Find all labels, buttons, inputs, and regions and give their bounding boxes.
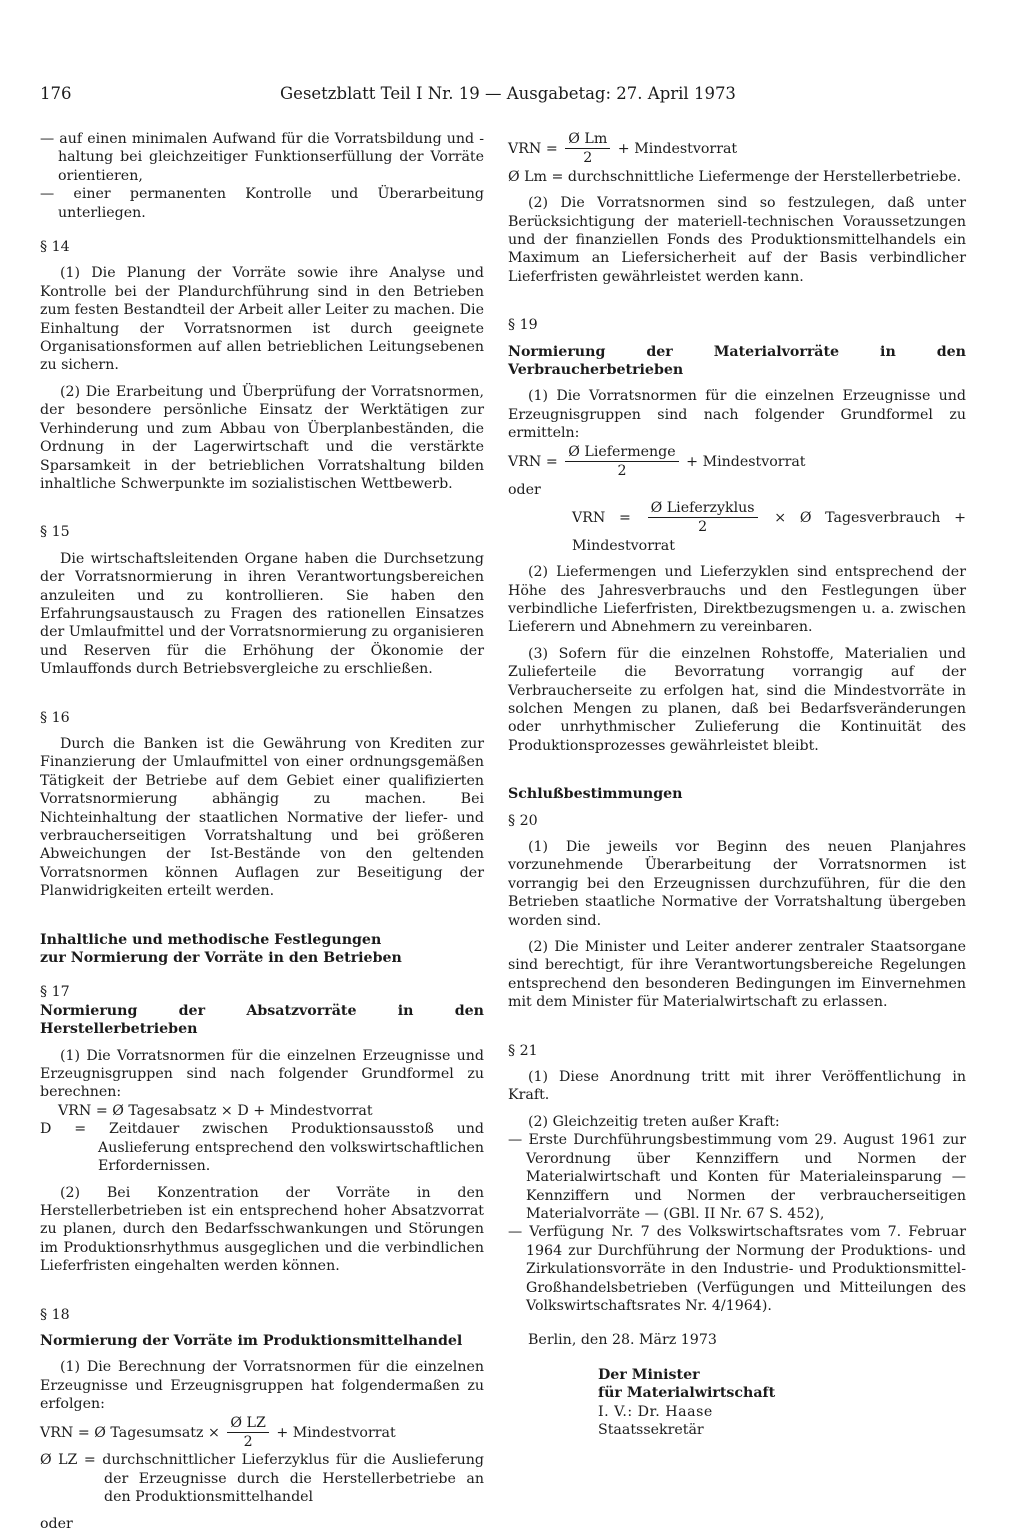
signature-name: I. V.: Dr. Haase <box>598 1403 713 1420</box>
formula <box>40 1414 484 1452</box>
paragraph: (1) Die Vorratsnormen für die einzelnen Erzeugnisse und Erzeugnisgruppen sind nach folgender Grundformel zu berechnen: <box>40 1047 484 1101</box>
section-title: § 16 <box>40 709 70 726</box>
section-title: § 15 <box>40 524 70 541</box>
fraction-numerator: Ø Lm <box>565 130 610 149</box>
connector-word: oder <box>40 1515 73 1532</box>
definition: Ø Lm = durchschnittliche Liefermenge der Herstellerbetriebe. <box>508 168 962 185</box>
paragraph: (1) Die Vorratsnormen für die einzelnen Erzeugnisse und Erzeugnisgruppen sind nach folgender Grundformel zu ermitteln: <box>508 388 966 442</box>
formula <box>508 130 966 168</box>
fraction <box>565 443 678 481</box>
section-title: § 20 <box>508 812 538 829</box>
formula-right: × Ø Tagesverbrauch + Mindestvorrat <box>572 509 966 554</box>
definition <box>40 1451 484 1506</box>
section-heading: Normierung der Vorräte im Produktionsmittelhandel <box>40 1332 463 1349</box>
right-column <box>508 130 966 1439</box>
paragraph: (2) Die Minister und Leiter anderer zentraler Staatsorgane sind berechtigt, für ihre Verantwortungsbereiche Regelungen entsprechend den besonderen Bedingungen im Einvernehmen mit dem Minister für Materialwirtschaft zu erlassen. <box>508 939 966 1011</box>
formula-right: + Mindestvorrat <box>617 140 738 157</box>
paragraph: (1) Die Planung der Vorräte sowie ihre Analyse und Kontrolle bei der Plandurchführung sind in den Betrieben zum festen Bestandteil der Arbeit aller Leiter zu machen. Die Einhaltung der Vorratsnormen ist durch geeignete Organisationsformen auf allen betrieblichen Leitungsebenen zu sichern. <box>40 265 484 374</box>
section-title: § 18 <box>40 1306 70 1323</box>
fraction-numerator: Ø Lieferzyklus <box>648 499 758 518</box>
list-item: — Erste Durchführungsbestimmung vom 29. August 1961 zur Verordnung über Kennziffern und Normen der Materialwirtschaft und Konten für Materialeinsparung — Kennziffern und Normen der verbraucherseitigen Materialvorräte — (GBl. II Nr. 67 S. 452), <box>508 1132 966 1222</box>
formula: VRN = Ø Tagesabsatz × D + Mindestvorrat <box>58 1102 373 1119</box>
section-title: § 21 <box>508 1042 538 1059</box>
list-item: — auf einen minimalen Aufwand für die Vorratsbildung und -haltung bei gleichzeitiger Funktionserfüllung der Vorräte orientieren, <box>40 131 484 184</box>
paragraph: (1) Die Berechnung der Vorratsnormen für die einzelnen Erzeugnisse und Erzeugnisgruppen hat folgendermaßen zu erfolgen: <box>40 1359 484 1413</box>
list-item: — Verfügung Nr. 7 des Volkswirtschaftsrates vom 7. Februar 1964 zur Durchführung der Normung der Produktions- und Zirkulationsvorräte in den Industrie- und Produktionsmittel-Großhandelsbetrieben (Verfügungen und Mitteilungen des Volkswirtschaftsrates Nr. 4/1964). <box>508 1224 966 1314</box>
paragraph: Die wirtschaftsleitenden Organe haben die Durchsetzung der Vorratsnormierung in ihren Verantwortungsbereichen anzuleiten und zu kontrollieren. Sie haben den Erfahrungsaustausch zu Fragen des rationellen Einsatzes der Umlaufmittel und der Vorratsnormierung zu organisieren und Reserven für die Erhöhung der Ökonomie der Umlauffonds durch Betriebsvergleiche zu erschließen. <box>40 550 484 678</box>
formula-left: VRN = <box>508 453 558 470</box>
fraction <box>565 130 610 168</box>
list-item: — einer permanenten Kontrolle und Überarbeitung unterliegen. <box>40 186 484 221</box>
signature-role: Staatssekretär <box>598 1421 704 1438</box>
section-heading: Schlußbestimmungen <box>508 786 683 803</box>
formula-right: + Mindestvorrat <box>276 1424 396 1441</box>
section-title: § 19 <box>508 317 538 334</box>
paragraph: (2) Gleichzeitig treten außer Kraft: <box>528 1113 780 1130</box>
section-title: § 14 <box>40 239 70 256</box>
formula <box>508 443 966 481</box>
left-column <box>40 130 484 1533</box>
fraction-denominator: 2 <box>583 150 593 167</box>
page-number: 176 <box>40 84 72 103</box>
paragraph: (2) Bei Konzentration der Vorräte in den Herstellerbetrieben ist ein entsprechend hoher Absatzvorrat zu planen, durch den Bedarfsschwankungen und Störungen im Produktionsrhythmus ausgeglichen und die verbindlichen Lieferfristen eingehalten werden können. <box>40 1184 484 1275</box>
connector-word: oder <box>508 481 541 498</box>
paragraph: (2) Die Erarbeitung und Überprüfung der Vorratsnormen, der besondere persönliche Einsatz der Werktätigen zur Verhinderung und zum Abbau von Überplanbeständen, die Ordnung in der Lagerwirtschaft und die verstärkte Sparsamkeit in der betrieblichen Vorratshaltung bilden inhaltliche Schwerpunkte im sozialistischen Wettbewerb. <box>40 383 484 492</box>
fraction <box>648 499 758 537</box>
definition-text: Zeitdauer zwischen Produktionsausstoß und Auslieferung entsprechend den volkswirtschaftlichen Erfordernissen. <box>98 1121 484 1175</box>
definition-term: D = <box>40 1121 87 1138</box>
paragraph: (3) Sofern für die einzelnen Rohstoffe, Materialien und Zulieferteile die Bevorratung vorrangig auf der Verbraucherseite zu erfolgen hat, sind die Mindestvorräte in solchen Mengen zu planen, daß bei Bedarfsveränderungen oder unrhythmischer Zulieferung die Kontinuität des Produktionsprozesses gewährleistet bleibt. <box>508 645 966 754</box>
definition <box>40 1120 484 1175</box>
paragraph: (1) Die jeweils vor Beginn des neuen Planjahres vorzunehmende Überarbeitung der Vorratsnormen ist vorrangig bei den Erzeugnissen durchzuführen, für die den Betrieben staatliche Normative der Vorratshaltung übergeben worden sind. <box>508 839 966 929</box>
fraction-numerator: Ø LZ <box>227 1414 268 1433</box>
place-date: Berlin, den 28. März 1973 <box>528 1332 717 1349</box>
fraction-numerator: Ø Liefermenge <box>565 443 678 462</box>
gazette-header: Gesetzblatt Teil I Nr. 19 — Ausgabetag: 27. April 1973 <box>280 84 736 103</box>
signature-title: für Materialwirtschaft <box>598 1385 776 1402</box>
fraction-denominator: 2 <box>698 519 708 536</box>
formula <box>508 499 966 555</box>
formula-right: + Mindestvorrat <box>686 453 806 470</box>
definition-text: durchschnittlicher Lieferzyklus für die Auslieferung der Erzeugnisse durch die Herstellerbetriebe an den Produktionsmittelhandel <box>102 1452 484 1506</box>
formula-left: VRN = Ø Tagesumsatz × <box>40 1424 220 1441</box>
signature-title: Der Minister <box>598 1366 700 1383</box>
fraction-denominator: 2 <box>617 463 627 480</box>
paragraph: (2) Liefermengen und Lieferzyklen sind entsprechend der Höhe des Jahresverbrauchs und den Festlegungen über verbindliche Lieferfristen, Direktbezugsmengen u. a. zwischen Lieferern und Abnehmern zu vereinbaren. <box>508 564 966 636</box>
section-heading: Normierung der Materialvorräte in den Verbraucherbetrieben <box>508 343 966 379</box>
fraction-denominator: 2 <box>243 1433 253 1450</box>
section-heading: Normierung der Absatzvorräte in den Herstellerbetrieben <box>40 1002 484 1038</box>
section-title: § 17 <box>40 984 70 1001</box>
formula-left: VRN = <box>508 140 558 157</box>
definition-term: Ø LZ = <box>40 1452 96 1469</box>
chapter-heading: Inhaltliche und methodische Festlegungen <box>40 931 382 948</box>
paragraph: (2) Die Vorratsnormen sind so festzulegen, daß unter Berücksichtigung der materiell-technischen Voraussetzungen und der finanziellen Fonds des Produktionsmittelhandels ein Maximum an Liefersicherheit auf der Basis verbindlicher Lieferfristen gewährleistet werden kann. <box>508 195 966 285</box>
paragraph: Durch die Banken ist die Gewährung von Krediten zur Finanzierung der Umlaufmittel von einer ordnungsgemäßen Tätigkeit der Betriebe auf dem Gebiet einer qualifizierten Vorratsnormierung abhängig zu machen. Bei Nichteinhaltung der staatlichen Normative der liefer- und verbraucherseitigen Vorratshaltung und bei größeren Abweichungen der Ist-Bestände von den geltenden Vorratsnormen können Auflagen zur Beseitigung der Planwidrigkeiten erteilt werden. <box>40 735 484 900</box>
formula-left: VRN = <box>572 509 631 526</box>
fraction <box>227 1414 268 1452</box>
chapter-heading: zur Normierung der Vorräte in den Betrieben <box>40 950 402 967</box>
paragraph: (1) Diese Anordnung tritt mit ihrer Veröffentlichung in Kraft. <box>508 1069 966 1104</box>
